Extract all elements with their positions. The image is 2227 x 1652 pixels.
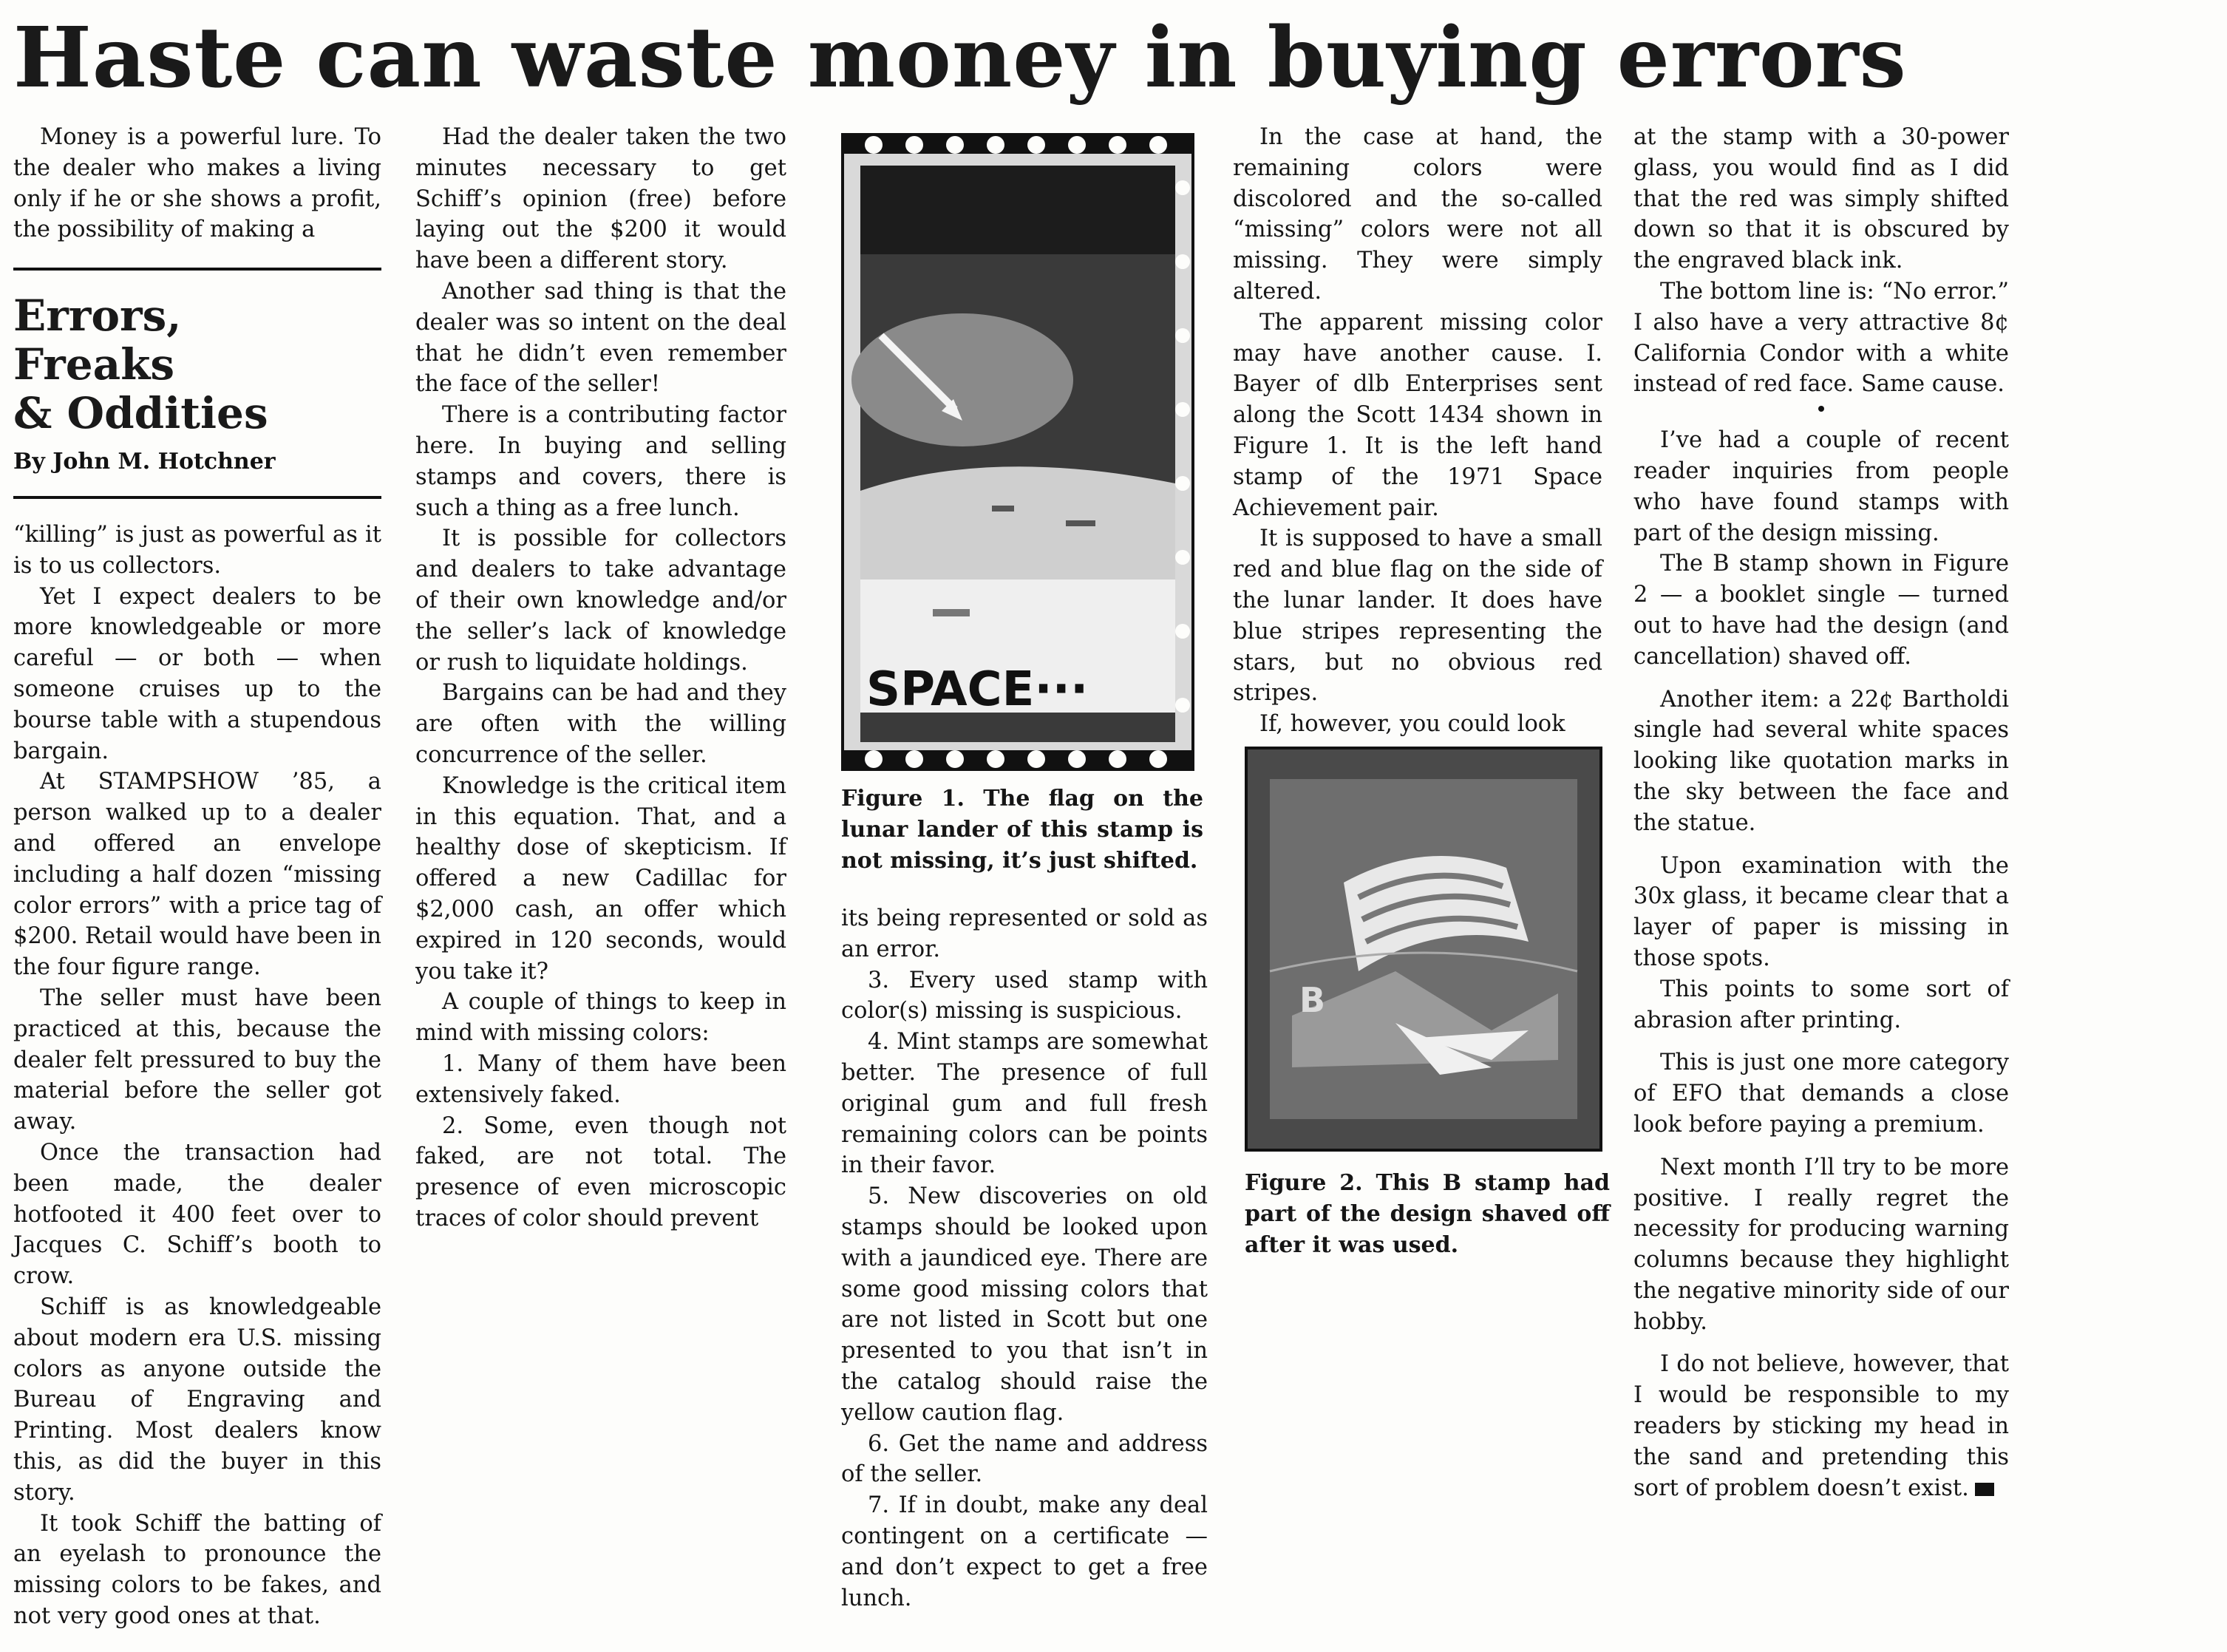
paragraph: I’ve had a couple of recent reader inquiries from people who have found stamps with part of the design missing. bbox=[1633, 427, 2009, 546]
column-head-line: Errors, bbox=[13, 290, 182, 341]
paragraph: 3. Every used stamp with color(s) missing is suspicious. bbox=[841, 967, 1208, 1024]
column-1-top bbox=[13, 122, 381, 245]
paragraph: In the case at hand, the remaining colors were discolored and the so-called “missing” colors were not all missing. They were simply altered. bbox=[1233, 124, 1602, 305]
paragraph: Next month I’ll try to be more positive. I really regret the necessity for producing warning columns because they highlight the negative minority side of our hobby. bbox=[1633, 1154, 2009, 1335]
paragraph: Another item: a 22¢ Bartholdi single had several white spaces looking like quotation marks in the sky between the face and the statue. bbox=[1633, 686, 2009, 836]
paragraph: If, however, you could look bbox=[1259, 711, 1565, 738]
paragraph: Knowledge is the critical item in this equation. That, and a healthy dose of skepticism. If offered a new Cadillac for $2,000 cash, an offer which expired in 120 seconds, would you take it? bbox=[415, 772, 786, 985]
stamp-text: B bbox=[1299, 980, 1326, 1020]
column-head-line: Freaks bbox=[13, 339, 175, 390]
paragraph: Another sad thing is that the dealer was so intent on the deal that he didn’t even remember the face of the seller! bbox=[415, 278, 786, 398]
paragraph: At STAMPSHOW ’85, a person walked up to a dealer and offered an envelope including a half dozen “missing color errors” with a price tag of $200. Retail would have been in the four figure range. bbox=[13, 769, 381, 981]
column-4 bbox=[1233, 122, 1602, 740]
b-stamp-image bbox=[1248, 749, 1599, 1149]
paragraph: It is possible for collectors and dealers to take advantage of their own knowledge and/or the seller’s lack of knowledge or rush to liquidate holdings. bbox=[415, 526, 786, 676]
paragraph: at the stamp with a 30-power glass, you would find as I did that the red was simply shifted down so that it is obscured by the engraved black ink. bbox=[1633, 124, 2009, 274]
figure-1-space-stamp bbox=[841, 133, 1194, 771]
column-5 bbox=[1633, 122, 2009, 1503]
paragraph: 6. Get the name and address of the seller. bbox=[841, 1430, 1208, 1488]
paragraph: It took Schiff the batting of an eyelash to pronounce the missing colors to be fakes, and not very good ones at that. bbox=[13, 1510, 381, 1629]
divider-rule bbox=[13, 268, 381, 271]
paragraph: 2. Some, even though not faked, are not total. The presence of even microscopic traces of color should prevent bbox=[415, 1112, 786, 1231]
paragraph: The apparent missing color may have another cause. I. Bayer of dlb Enterprises sent along the Scott 1434 shown in Figure 1. It is the left hand stamp of the 1971 Space Achievement pair. bbox=[1233, 309, 1602, 521]
column-head-line: & Oddities bbox=[13, 388, 268, 438]
figure-1-caption: Figure 1. The flag on the lunar lander of this stamp is not missing, it’s just shifted. bbox=[841, 786, 1203, 874]
paragraph: Bargains can be had and they are often with the willing concurrence of the seller. bbox=[415, 680, 786, 768]
paragraph: Yet I expect dealers to be more knowledgeable or more careful — or both — when someone cruises up to the bourse table with a stupendous bargain. bbox=[13, 583, 381, 764]
byline: By John M. Hotchner bbox=[13, 449, 276, 475]
figure-2-b-stamp bbox=[1245, 747, 1602, 1152]
paragraph: Had the dealer taken the two minutes necessary to get Schiff’s opinion (free) before laying out the $200 it would have been a different story. bbox=[415, 124, 786, 274]
headline: Haste can waste money in buying errors bbox=[13, 10, 1907, 106]
paragraph: The bottom line is: “No error.” I also have a very attractive 8¢ California Condor with a white instead of red face. Same cause. bbox=[1633, 278, 2009, 398]
paragraph: Schiff is as knowledgeable about modern era U.S. missing colors as anyone outside the Bureau of Engraving and Printing. Most dealers know this, as did the buyer in this story. bbox=[13, 1294, 381, 1506]
column-3 bbox=[841, 903, 1208, 1614]
paragraph: A couple of things to keep in mind with missing colors: bbox=[415, 989, 786, 1047]
stamp-text: SPACE··· bbox=[866, 662, 1089, 717]
paragraph: “killing” is just as powerful as it is to us collectors. bbox=[13, 522, 381, 579]
end-mark-icon bbox=[1975, 1483, 1994, 1496]
column-1 bbox=[13, 520, 381, 1632]
paragraph: It is supposed to have a small red and blue flag on the side of the lunar lander. It does have blue stripes representing the stars, but no obvious red stripes. bbox=[1233, 526, 1602, 707]
paragraph: 7. If in doubt, make any deal contingent on a certificate — and don’t expect to get a free lunch. bbox=[841, 1492, 1208, 1611]
figure-2-caption: Figure 2. This B stamp had part of the design shaved off after it was used. bbox=[1245, 1170, 1610, 1258]
paragraph: Money is a powerful lure. To the dealer who makes a living only if he or she shows a profit, the possibility of making a bbox=[13, 124, 381, 243]
paragraph: The B stamp shown in Figure 2 — a booklet single — turned out to have had the design (and cancellation) shaved off. bbox=[1633, 551, 2009, 670]
column-head bbox=[13, 291, 383, 438]
closing-text: I do not believe, however, that I would be responsible to my readers by sticking my head in the sand and pretending this sort of problem doesn’t exist. bbox=[1633, 1351, 2009, 1501]
paragraph: 5. New discoveries on old stamps should be looked upon with a jaundiced eye. There are some good missing colors that are not listed in Scott but one presented to you that isn’t in the catalog should raise the yellow caution flag. bbox=[841, 1183, 1208, 1426]
paragraph: its being represented or sold as an error. bbox=[841, 905, 1208, 962]
space-stamp-image bbox=[844, 136, 1191, 768]
column-2 bbox=[415, 122, 786, 1234]
divider-rule bbox=[13, 496, 381, 499]
section-bullet bbox=[1818, 406, 1824, 412]
paragraph: 4. Mint stamps are somewhat better. The presence of full original gum and full fresh remaining colors can be points in their favor. bbox=[841, 1029, 1208, 1179]
paragraph: 1. Many of them have been extensively faked. bbox=[415, 1050, 786, 1108]
paragraph: Upon examination with the 30x glass, it became clear that a layer of paper is missing in those spots. bbox=[1633, 852, 2009, 971]
paragraph: There is a contributing factor here. In buying and selling stamps and covers, there is such a thing as a free lunch. bbox=[415, 402, 786, 521]
paragraph: Once the transaction had been made, the dealer hotfooted it 400 feet over to Jacques C. Schiff’s booth to crow. bbox=[13, 1139, 381, 1290]
paragraph: The seller must have been practiced at this, because the dealer felt pressured to buy the material before the seller got away. bbox=[13, 985, 381, 1135]
paragraph: This is just one more category of EFO that demands a close look before paying a premium. bbox=[1633, 1050, 2009, 1138]
paragraph bbox=[1633, 1349, 2009, 1503]
paragraph: This points to some sort of abrasion after printing. bbox=[1633, 976, 2009, 1033]
